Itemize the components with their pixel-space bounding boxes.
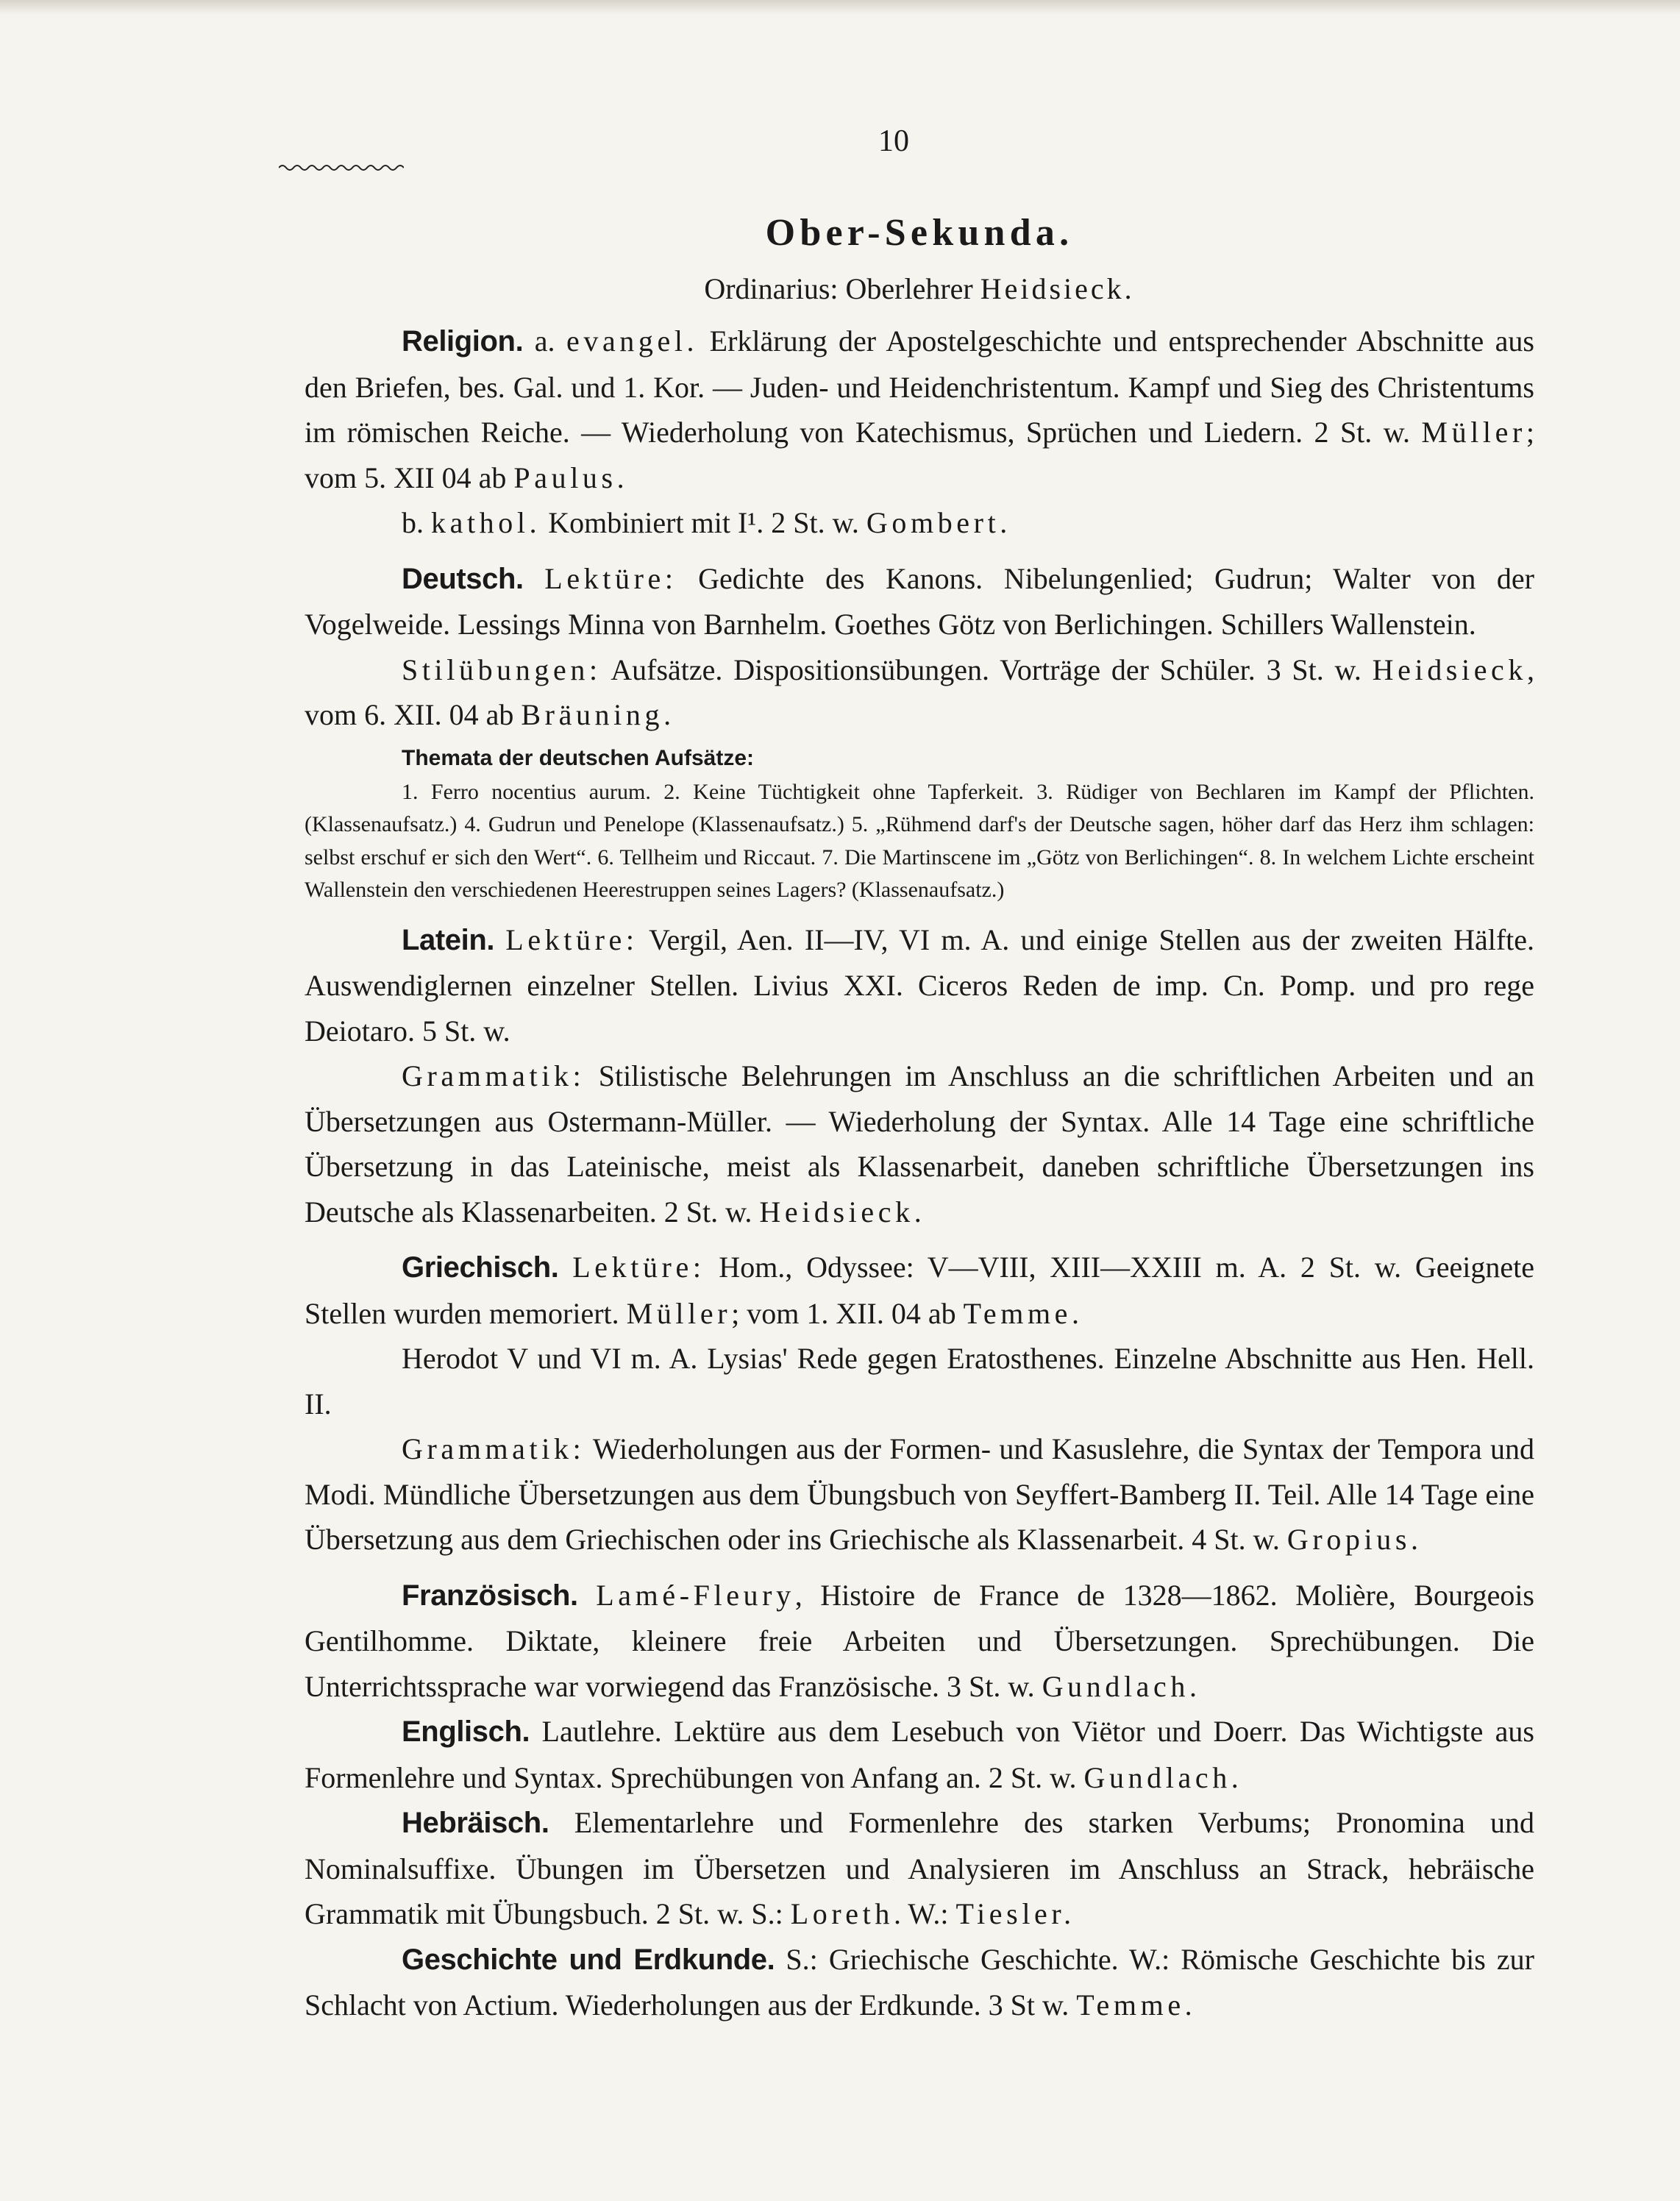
hebraeisch-mid: . W.: xyxy=(893,1897,956,1930)
deutsch-lekture-text: Gedichte des Kanons. Nibelungenlied; Gudrun; Walter von der Vogelweide. Lessings Minna von Barnhelm. Goethes Götz von Berlichingen. Schillers Wallenstein. xyxy=(305,561,1534,641)
franzoesisch-author: Lamé-Fleury xyxy=(596,1578,795,1612)
griechisch-teacher1: Müller xyxy=(626,1296,732,1330)
ordinarius-name: Heidsieck. xyxy=(980,272,1135,305)
deutsch-mid: , vom 6. XII. 04 ab xyxy=(305,653,1534,731)
englisch-text: Lautlehre. Lektüre aus dem Lesebuch von Viëtor und Doerr. Das Wichtigste aus Formenlehre und Syntax. Sprechübungen von Anfang an. 2 St. w. xyxy=(305,1715,1534,1794)
deutsch-section xyxy=(305,556,1534,647)
religion-b-paragraph xyxy=(305,500,1534,546)
geschichte-teacher: Temme. xyxy=(1076,1988,1197,2022)
page-title: Ober-Sekunda. xyxy=(765,212,1074,254)
latein-grammatik-paragraph xyxy=(305,1053,1534,1234)
latein-lekture-label: Lektüre: xyxy=(505,922,638,956)
griechisch-section xyxy=(305,1245,1534,1336)
religion-b-spaced: kathol. xyxy=(431,506,541,539)
religion-b-teacher: Gombert. xyxy=(866,506,1011,539)
ordinarius-label: Ordinarius: Oberlehrer xyxy=(704,272,980,305)
franzoesisch-section xyxy=(305,1573,1534,1710)
griechisch-heading: Griechisch. xyxy=(402,1251,559,1284)
themata-list: 1. Ferro nocentius aurum. 2. Keine Tüchtigkeit ohne Tapferkeit. 3. Rüdiger von Bechlaren im Kampf der Pflichten. (Klassenaufsatz.) 4. Gudrun und Penelope (Klassenaufsatz.) 5. „Rühmend darf's der Deutsche sagen, höher darf das Herz ihm schlagen: selbst erschuf er sich den Wert“. 6. Tellheim und Riccaut. 7. Die Martinscene im „Götz von Berlichingen“. 8. In welchem Lichte erscheint Wallenstein den verschiedenen Heerestruppen seines Lagers? (Klassenaufsatz.) xyxy=(305,779,1534,902)
latein-heading: Latein. xyxy=(402,923,495,956)
religion-heading: Religion. xyxy=(402,325,524,358)
franzoesisch-heading: Französisch. xyxy=(402,1579,578,1612)
latein-section xyxy=(305,917,1534,1054)
religion-a-text: Erklärung der Apostelgeschichte und entsprechender Abschnitte aus den Briefen, bes. Gal. und 1. Kor. — Juden- und Heidenchristentum. Kampf und Sieg des Christentums im römischen Reiche. — Wiederholung von Katechismus, Sprüchen und Liedern. 2 St. w. xyxy=(305,324,1534,449)
latein-teacher: Heidsieck. xyxy=(759,1195,926,1228)
deutsch-teacher2: Bräuning. xyxy=(521,698,675,731)
griechisch-teacher2: Temme. xyxy=(963,1296,1083,1330)
griechisch-herodot-paragraph: Herodot V und VI m. A. Lysias' Rede gegen Eratosthenes. Einzelne Abschnitte aus Hen. Hell. II. xyxy=(305,1342,1534,1420)
griechisch-mid: ; vom 1. XII. 04 ab xyxy=(731,1296,964,1330)
griechisch-gram-text: Wiederholungen aus der Formen- und Kasuslehre, die Syntax der Tempora und Modi. Mündliche Übersetzungen aus dem Übungsbuch von Seyffert-Bamberg II. Teil. Alle 14 Tage eine Übersetzung aus dem Griechischen oder ins Griechische als Klassenarbeit. 4 St. w. xyxy=(305,1432,1534,1556)
deutsch-stil-paragraph xyxy=(305,647,1534,738)
religion-a-teacher1: Müller xyxy=(1421,416,1526,449)
latein-gram-label: Grammatik: xyxy=(402,1059,585,1092)
page-number-ornament xyxy=(279,163,404,172)
page-number: 10 xyxy=(878,124,909,158)
geschichte-heading: Geschichte und Erdkunde. xyxy=(402,1943,775,1976)
franzoesisch-teacher: Gundlach. xyxy=(1042,1669,1201,1703)
griechisch-lekture-text: Hom., Odyssee: V—VIII, XIII—XXIII m. A. 2 St. w. Geeignete Stellen wurden memoriert. xyxy=(305,1251,1534,1330)
deutsch-lekture-label: Lektüre: xyxy=(544,561,677,595)
griechisch-lekture-label: Lektüre: xyxy=(572,1251,705,1284)
deutsch-stil-label: Stilübungen: xyxy=(402,653,602,686)
deutsch-heading: Deutsch. xyxy=(402,562,524,595)
englisch-heading: Englisch. xyxy=(402,1715,530,1748)
religion-section xyxy=(305,319,1534,500)
geschichte-section xyxy=(305,1937,1534,2028)
religion-a-teacher2: Paulus. xyxy=(513,461,629,494)
deutsch-stil-text: Aufsätze. Dispositionsübungen. Vorträge der Schüler. 3 St. w. xyxy=(601,653,1373,686)
religion-b-text: Kombiniert mit I¹. 2 St. w. xyxy=(541,506,866,539)
latein-lekture-text: Vergil, Aen. II—IV, VI m. A. und einige Stellen aus der zweiten Hälfte. Auswendiglernen einzelner Stellen. Livius XXI. Ciceros Reden de imp. Cn. Pomp. und pro rege Deiotaro. 5 St. w. xyxy=(305,922,1535,1048)
themata-heading: Themata der deutschen Aufsätze: xyxy=(402,745,754,770)
franzoesisch-text: , Histoire de France de 1328—1862. Molière, Bourgeois Gentilhomme. Diktate, kleinere freie Arbeiten und Übersetzungen. Sprechübungen. Die Unterrichtssprache war vorwiegend das Französische. 3 St. w. xyxy=(305,1578,1534,1703)
geschichte-text: S.: Griechische Geschichte. W.: Römische Geschichte bis zur Schlacht von Actium. Wiederholungen aus der Erdkunde. 3 St w. xyxy=(305,1942,1534,2022)
griechisch-gram-label: Grammatik: xyxy=(402,1432,585,1465)
hebraeisch-teacher2: Tiesler. xyxy=(955,1897,1075,1930)
religion-a-label: a. xyxy=(523,324,566,358)
ordinarius-line xyxy=(305,270,1534,308)
religion-b-label: b. xyxy=(402,506,431,539)
religion-a-mid: ; vom 5. XII 04 ab xyxy=(305,416,1534,494)
griechisch-grammatik-paragraph xyxy=(305,1426,1534,1562)
griechisch-teacher3: Gropius. xyxy=(1286,1523,1423,1556)
hebraeisch-section xyxy=(305,1800,1534,1937)
latein-gram-text: Stilistische Belehrungen im Anschluss an die schriftlichen Arbeiten und an Übersetzungen aus Ostermann-Müller. — Wiederholung der Syntax. Alle 14 Tage eine schriftliche Übersetzung in das Lateinische, meist als Klassenarbeit, daneben schriftliche Übersetzungen ins Deutsche als Klassenarbeiten. 2 St. w. xyxy=(305,1059,1534,1228)
englisch-teacher: Gundlach. xyxy=(1083,1760,1243,1794)
hebraeisch-text: Elementarlehre und Formenlehre des starken Verbums; Pronomina und Nominalsuffixe. Übungen im Übersetzen und Analysieren im Anschluss an Strack, hebräische Grammatik mit Übungsbuch. 2 St. w. S.: xyxy=(305,1806,1534,1930)
religion-a-spaced: evangel. xyxy=(566,324,699,358)
hebraeisch-heading: Hebräisch. xyxy=(402,1807,549,1839)
deutsch-teacher1: Heidsieck xyxy=(1372,653,1527,686)
englisch-section xyxy=(305,1709,1534,1800)
hebraeisch-teacher1: Loreth xyxy=(790,1897,894,1930)
